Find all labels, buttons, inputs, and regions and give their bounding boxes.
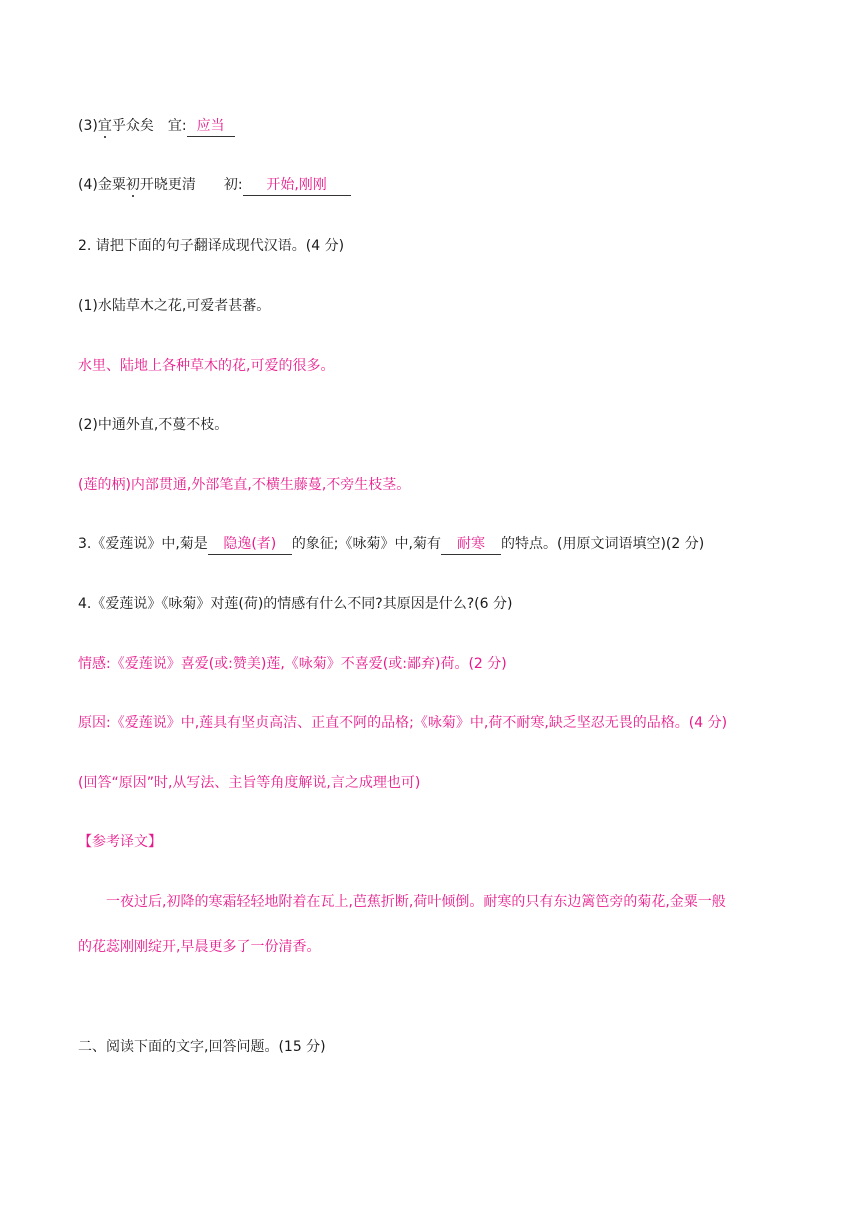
item-1-3: (3)宜乎众矣 宜: 应当	[78, 116, 235, 137]
item-1-4: (4)金粟初开晓更清 初: 开始,刚刚	[78, 175, 351, 196]
question-2-sentence-2: (2)中通外直,不蔓不枝。	[78, 417, 229, 433]
question-4-answer-reason: 原因:《爱莲说》中,莲具有坚贞高洁、正直不阿的品格;《咏菊》中,荷不耐寒,缺乏坚忍无畏的品格。(4 分)	[78, 715, 728, 731]
dotted-char: 宜	[97, 118, 112, 134]
question-2-answer-2: (莲的柄)内部贯通,外部笔直,不横生藤蔓,不旁生枝茎。	[78, 477, 411, 493]
answer-blank: 隐逸(者)	[208, 534, 292, 555]
question-4-answer-emotion: 情感:《爱莲说》喜爱(或:赞美)莲,《咏菊》不喜爱(或:鄙弃)荷。(2 分)	[78, 656, 507, 672]
translation-line-1: 一夜过后,初降的寒霜轻轻地附着在瓦上,芭蕉折断,荷叶倾倒。耐寒的只有东边篱笆旁的菊花,金粟一般	[106, 894, 726, 910]
translation-line-2: 的花蕊刚刚绽开,早晨更多了一份清香。	[78, 939, 321, 955]
question-3: 3.《爱莲说》中,菊是 隐逸(者) 的象征;《咏菊》中,菊有 耐寒 的特点。(用原文词语填空)(2 分)	[78, 534, 704, 555]
question-2-prompt: 2. 请把下面的句子翻译成现代汉语。(4 分)	[78, 238, 345, 254]
dotted-char: 初	[125, 177, 140, 193]
question-2-answer-1: 水里、陆地上各种草木的花,可爱的很多。	[78, 358, 335, 374]
question-4-note: (回答“原因”时,从写法、主旨等角度解说,言之成理也可)	[78, 775, 421, 791]
translation-heading: 【参考译文】	[78, 834, 162, 850]
answer-blank: 开始,刚刚	[243, 175, 351, 196]
answer-blank: 应当	[187, 116, 235, 137]
question-2-sentence-1: (1)水陆草木之花,可爱者甚蕃。	[78, 298, 271, 314]
section-2-heading: 二、阅读下面的文字,回答问题。(15 分)	[78, 1039, 326, 1055]
question-4-prompt: 4.《爱莲说》《咏菊》对莲(荷)的情感有什么不同?其原因是什么?(6 分)	[78, 596, 513, 612]
answer-blank: 耐寒	[441, 534, 501, 555]
